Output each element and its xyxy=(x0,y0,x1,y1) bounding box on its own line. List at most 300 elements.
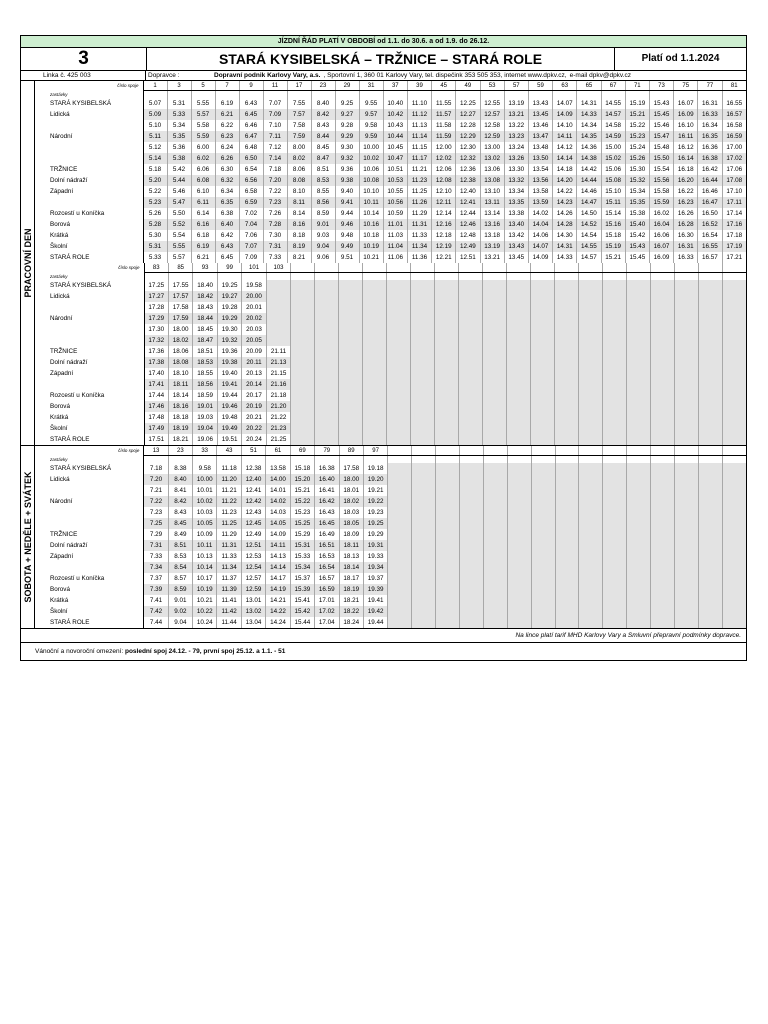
departure-time: 16.18 xyxy=(674,164,698,175)
trip-number xyxy=(698,263,722,273)
departure-time: 5.50 xyxy=(167,208,191,219)
departure-time xyxy=(507,595,531,606)
departure-time xyxy=(483,496,507,507)
departure-time: 14.54 xyxy=(577,230,601,241)
trip-number: 31 xyxy=(359,81,383,91)
stop-name: Lidická xyxy=(35,109,143,120)
departure-time xyxy=(555,401,579,412)
departure-time: 5.36 xyxy=(167,142,191,153)
valid-from: Platí od 1.1.2024 xyxy=(641,53,720,64)
departure-time: 9.02 xyxy=(168,606,192,617)
departure-time: 7.29 xyxy=(144,529,168,540)
departure-time: 12.14 xyxy=(432,208,456,219)
departure-time xyxy=(291,379,315,390)
departure-time xyxy=(363,324,387,335)
departure-time: 10.19 xyxy=(359,241,383,252)
departure-time xyxy=(291,302,315,313)
departure-time xyxy=(627,617,651,628)
departure-time: 16.30 xyxy=(674,230,698,241)
departure-time: 16.43 xyxy=(315,507,339,518)
departure-time xyxy=(675,463,699,474)
departure-time xyxy=(555,606,579,617)
departure-time: 14.57 xyxy=(577,252,601,263)
departure-time xyxy=(651,595,675,606)
departure-time xyxy=(627,463,651,474)
departure-time: 16.57 xyxy=(698,252,722,263)
departure-time: 14.02 xyxy=(266,496,290,507)
departure-time xyxy=(435,313,459,324)
departure-time xyxy=(339,280,363,291)
table-row xyxy=(35,219,746,230)
departure-time: 7.22 xyxy=(263,186,287,197)
departure-time: 17.01 xyxy=(315,595,339,606)
departure-time: 16.51 xyxy=(315,540,339,551)
departure-time xyxy=(531,313,555,324)
departure-time: 7.22 xyxy=(144,496,168,507)
departure-time xyxy=(315,357,339,368)
departure-time: 10.45 xyxy=(383,142,407,153)
table-row xyxy=(35,109,746,120)
departure-time: 21.18 xyxy=(266,390,290,401)
departure-time: 12.59 xyxy=(241,584,265,595)
departure-time: 12.28 xyxy=(456,120,480,131)
departure-time xyxy=(698,434,722,445)
departure-time xyxy=(698,540,722,551)
caption-spacer xyxy=(698,456,722,464)
trip-number xyxy=(507,446,531,456)
title-row xyxy=(20,48,747,71)
departure-time: 8.02 xyxy=(287,153,311,164)
departure-time: 6.18 xyxy=(191,230,215,241)
caption-spacer xyxy=(651,456,675,464)
departure-time: 12.42 xyxy=(241,496,265,507)
departure-time xyxy=(579,507,603,518)
departure-time: 15.22 xyxy=(625,120,649,131)
departure-time: 17.49 xyxy=(144,423,168,434)
operator-name: Dopravní podnik Karlovy Vary, a.s. xyxy=(214,72,321,79)
departure-time: 7.57 xyxy=(287,109,311,120)
departure-time: 19.39 xyxy=(363,584,387,595)
departure-time xyxy=(291,313,315,324)
departure-time: 8.51 xyxy=(168,540,192,551)
departure-time: 13.08 xyxy=(480,175,504,186)
departure-time: 12.49 xyxy=(456,241,480,252)
departure-time xyxy=(579,540,603,551)
departure-time xyxy=(627,412,651,423)
departure-time: 13.11 xyxy=(480,197,504,208)
departure-time xyxy=(674,423,698,434)
departure-time: 14.04 xyxy=(528,219,552,230)
departure-time xyxy=(603,617,627,628)
departure-time: 8.42 xyxy=(168,496,192,507)
departure-time xyxy=(363,335,387,346)
departure-time: 17.48 xyxy=(144,412,168,423)
departure-time xyxy=(603,551,627,562)
weekday-tables xyxy=(35,81,746,445)
departure-time: 9.04 xyxy=(311,241,335,252)
departure-time: 10.43 xyxy=(383,120,407,131)
departure-time: 14.02 xyxy=(528,208,552,219)
departure-time: 18.11 xyxy=(168,379,192,390)
departure-time xyxy=(460,474,484,485)
departure-time xyxy=(435,401,459,412)
trip-number xyxy=(363,263,387,273)
departure-time xyxy=(339,412,363,423)
departure-time xyxy=(363,423,387,434)
departure-time: 18.05 xyxy=(339,518,363,529)
caption-spacer xyxy=(579,456,603,464)
departure-time: 8.51 xyxy=(311,164,335,175)
departure-time xyxy=(698,280,722,291)
departure-time xyxy=(363,379,387,390)
departure-time: 15.18 xyxy=(290,463,314,474)
departure-time xyxy=(507,335,531,346)
departure-time: 9.44 xyxy=(335,208,359,219)
departure-time: 16.47 xyxy=(698,197,722,208)
departure-time: 17.08 xyxy=(722,175,746,186)
departure-time xyxy=(579,346,603,357)
departure-time: 19.40 xyxy=(217,368,241,379)
departure-time: 19.33 xyxy=(363,551,387,562)
timetable-block xyxy=(35,81,746,263)
departure-time: 19.58 xyxy=(242,280,266,291)
stop-name xyxy=(35,507,144,518)
departure-time xyxy=(483,346,507,357)
stops-caption-row xyxy=(35,91,746,99)
departure-time xyxy=(579,313,603,324)
operator-label: Dopravce : xyxy=(148,72,180,79)
departure-time: 5.09 xyxy=(143,109,167,120)
departure-time: 19.03 xyxy=(193,412,217,423)
trip-number: 93 xyxy=(193,263,217,273)
stop-name: STARÁ KYSIBELSKÁ xyxy=(35,463,144,474)
departure-time: 5.11 xyxy=(143,131,167,142)
trip-number xyxy=(603,446,627,456)
trip-number xyxy=(627,263,651,273)
departure-time: 18.16 xyxy=(168,401,192,412)
trip-number xyxy=(555,263,579,273)
departure-time xyxy=(412,496,436,507)
departure-time: 6.26 xyxy=(215,153,239,164)
departure-time: 17.44 xyxy=(144,390,168,401)
departure-time: 10.14 xyxy=(359,208,383,219)
departure-time xyxy=(650,324,674,335)
caption-spacer xyxy=(144,273,168,281)
departure-time: 14.33 xyxy=(553,252,577,263)
departure-time: 6.56 xyxy=(239,175,263,186)
departure-time xyxy=(459,346,483,357)
departure-time: 13.58 xyxy=(266,463,290,474)
departure-time xyxy=(483,507,507,518)
departure-time: 12.36 xyxy=(456,164,480,175)
departure-time: 12.25 xyxy=(456,98,480,109)
departure-time: 15.26 xyxy=(625,153,649,164)
departure-time xyxy=(603,313,627,324)
trip-number xyxy=(650,263,674,273)
table-row xyxy=(35,474,746,485)
departure-time: 7.09 xyxy=(239,252,263,263)
departure-time xyxy=(435,324,459,335)
stop-name: Západní xyxy=(35,368,144,379)
departure-time: 15.59 xyxy=(649,197,673,208)
caption-spacer xyxy=(722,91,746,99)
departure-time: 7.28 xyxy=(263,219,287,230)
departure-time: 7.18 xyxy=(144,463,168,474)
stops-caption: zastávky xyxy=(35,273,144,281)
departure-time xyxy=(531,551,555,562)
departure-time xyxy=(460,496,484,507)
departure-time xyxy=(411,368,435,379)
departure-time xyxy=(436,540,460,551)
departure-time xyxy=(412,463,436,474)
departure-time xyxy=(722,423,746,434)
departure-time: 6.16 xyxy=(191,219,215,230)
departure-time xyxy=(435,390,459,401)
trip-number xyxy=(436,446,460,456)
departure-time xyxy=(339,401,363,412)
operator-email: e-mail dpkv@dpkv.cz xyxy=(569,72,632,79)
departure-time: 15.22 xyxy=(290,496,314,507)
caption-spacer xyxy=(266,273,290,281)
departure-time xyxy=(627,335,651,346)
stop-name xyxy=(35,197,143,208)
departure-time xyxy=(531,390,555,401)
departure-time: 19.25 xyxy=(217,280,241,291)
departure-time: 16.31 xyxy=(698,98,722,109)
stop-name: TRŽNICE xyxy=(35,529,144,540)
departure-time xyxy=(698,324,722,335)
departure-time xyxy=(363,280,387,291)
caption-spacer xyxy=(290,456,314,464)
departure-time xyxy=(555,368,579,379)
departure-time xyxy=(555,434,579,445)
caption-spacer xyxy=(359,91,383,99)
departure-time xyxy=(507,551,531,562)
departure-time xyxy=(603,562,627,573)
departure-time xyxy=(412,485,436,496)
departure-time: 11.31 xyxy=(407,219,431,230)
departure-time: 8.11 xyxy=(287,197,311,208)
departure-time xyxy=(460,485,484,496)
departure-time: 17.58 xyxy=(168,302,192,313)
departure-time xyxy=(507,496,531,507)
departure-time xyxy=(363,313,387,324)
departure-time: 7.31 xyxy=(144,540,168,551)
trip-number xyxy=(459,263,483,273)
caption-spacer xyxy=(528,91,552,99)
departure-time xyxy=(627,529,651,540)
departure-time xyxy=(675,606,699,617)
departure-time xyxy=(436,595,460,606)
departure-time xyxy=(483,390,507,401)
caption-spacer xyxy=(363,273,387,281)
departure-time xyxy=(531,507,555,518)
departure-time xyxy=(722,606,746,617)
departure-time xyxy=(627,551,651,562)
departure-time xyxy=(531,423,555,434)
stop-name: STARÁ ROLE xyxy=(35,434,144,445)
departure-time: 14.22 xyxy=(553,186,577,197)
departure-time: 17.25 xyxy=(144,280,168,291)
departure-time: 15.35 xyxy=(625,197,649,208)
table-row xyxy=(35,423,746,434)
departure-time: 16.02 xyxy=(649,208,673,219)
departure-time: 19.41 xyxy=(363,595,387,606)
trip-number: 39 xyxy=(407,81,431,91)
departure-time: 20.11 xyxy=(242,357,266,368)
departure-time xyxy=(460,573,484,584)
departure-time: 18.51 xyxy=(193,346,217,357)
departure-time: 19.29 xyxy=(363,529,387,540)
departure-time xyxy=(507,617,531,628)
departure-time xyxy=(579,390,603,401)
departure-time: 9.58 xyxy=(359,120,383,131)
departure-time: 16.23 xyxy=(674,197,698,208)
trip-number xyxy=(435,263,459,273)
departure-time: 15.10 xyxy=(601,186,625,197)
trip-number: 103 xyxy=(266,263,290,273)
departure-time: 8.59 xyxy=(168,584,192,595)
departure-time: 20.17 xyxy=(242,390,266,401)
departure-time xyxy=(460,584,484,595)
trip-number: 7 xyxy=(215,81,239,91)
departure-time xyxy=(435,280,459,291)
departure-time xyxy=(363,412,387,423)
table-row xyxy=(35,463,746,474)
departure-time: 8.10 xyxy=(287,186,311,197)
departure-time: 16.53 xyxy=(315,551,339,562)
departure-time: 15.20 xyxy=(290,474,314,485)
departure-time: 16.52 xyxy=(698,219,722,230)
trip-number xyxy=(315,263,339,273)
departure-time: 16.34 xyxy=(698,120,722,131)
departure-time: 7.09 xyxy=(263,109,287,120)
caption-spacer xyxy=(291,273,315,281)
departure-time xyxy=(675,474,699,485)
departure-time xyxy=(603,368,627,379)
departure-time xyxy=(651,496,675,507)
departure-time: 13.06 xyxy=(480,164,504,175)
departure-time xyxy=(674,412,698,423)
departure-time: 12.10 xyxy=(432,186,456,197)
departure-time: 16.04 xyxy=(649,219,673,230)
departure-time xyxy=(411,379,435,390)
departure-time: 5.34 xyxy=(167,120,191,131)
departure-time xyxy=(531,368,555,379)
departure-time xyxy=(603,463,627,474)
departure-time xyxy=(411,313,435,324)
departure-time: 17.06 xyxy=(722,164,746,175)
departure-time: 18.13 xyxy=(339,551,363,562)
departure-time: 15.06 xyxy=(601,164,625,175)
departure-time: 18.53 xyxy=(193,357,217,368)
departure-time xyxy=(531,562,555,573)
departure-time xyxy=(315,324,339,335)
departure-time xyxy=(531,474,555,485)
departure-time: 14.09 xyxy=(553,109,577,120)
departure-time: 13.24 xyxy=(504,142,528,153)
departure-time xyxy=(483,434,507,445)
departure-time: 8.19 xyxy=(287,241,311,252)
departure-time: 12.18 xyxy=(432,230,456,241)
table-row xyxy=(35,197,746,208)
departure-time: 13.01 xyxy=(241,595,265,606)
caption-spacer xyxy=(387,273,411,281)
stop-name: TRŽNICE xyxy=(35,346,144,357)
departure-time xyxy=(698,529,722,540)
departure-time xyxy=(698,463,722,474)
departure-time xyxy=(650,401,674,412)
departure-time: 13.34 xyxy=(504,186,528,197)
trip-number: 49 xyxy=(456,81,480,91)
caption-spacer xyxy=(315,456,339,464)
caption-spacer xyxy=(412,456,436,464)
caption-spacer xyxy=(460,456,484,464)
trip-number xyxy=(483,263,507,273)
departure-time: 16.26 xyxy=(674,208,698,219)
departure-time xyxy=(698,562,722,573)
departure-time: 5.31 xyxy=(143,241,167,252)
table-row xyxy=(35,507,746,518)
departure-time: 11.41 xyxy=(217,595,241,606)
departure-time: 10.21 xyxy=(192,595,216,606)
departure-time: 11.14 xyxy=(407,131,431,142)
departure-time xyxy=(531,346,555,357)
departure-time: 12.11 xyxy=(432,197,456,208)
departure-time: 8.54 xyxy=(168,562,192,573)
departure-time: 8.40 xyxy=(311,98,335,109)
departure-time: 10.22 xyxy=(192,606,216,617)
departure-time xyxy=(387,379,411,390)
departure-time xyxy=(650,280,674,291)
departure-time: 15.42 xyxy=(625,230,649,241)
departure-time: 12.54 xyxy=(241,562,265,573)
departure-time: 14.09 xyxy=(528,252,552,263)
departure-time: 13.42 xyxy=(504,230,528,241)
departure-time: 6.30 xyxy=(215,164,239,175)
trip-number: 77 xyxy=(698,81,722,91)
departure-time: 18.17 xyxy=(339,573,363,584)
departure-time xyxy=(266,280,290,291)
departure-time xyxy=(363,346,387,357)
departure-time: 17.36 xyxy=(144,346,168,357)
departure-time xyxy=(650,434,674,445)
departure-time: 12.53 xyxy=(241,551,265,562)
departure-time: 13.21 xyxy=(480,252,504,263)
departure-time xyxy=(627,584,651,595)
departure-time: 16.14 xyxy=(674,153,698,164)
departure-time: 10.06 xyxy=(359,164,383,175)
departure-time xyxy=(387,368,411,379)
departure-time xyxy=(651,617,675,628)
trip-number: 57 xyxy=(504,81,528,91)
caption-spacer xyxy=(266,456,290,464)
departure-time: 15.43 xyxy=(649,98,673,109)
departure-time xyxy=(722,562,746,573)
departure-time: 17.51 xyxy=(144,434,168,445)
departure-time xyxy=(388,617,412,628)
departure-time: 10.24 xyxy=(192,617,216,628)
stop-name: Národní xyxy=(35,496,144,507)
departure-time xyxy=(315,423,339,434)
departure-time: 7.41 xyxy=(144,595,168,606)
departure-time xyxy=(483,368,507,379)
table-row xyxy=(35,280,746,291)
departure-time: 9.57 xyxy=(359,109,383,120)
departure-time: 21.11 xyxy=(266,346,290,357)
departure-time: 10.53 xyxy=(383,175,407,186)
departure-time: 14.20 xyxy=(553,175,577,186)
